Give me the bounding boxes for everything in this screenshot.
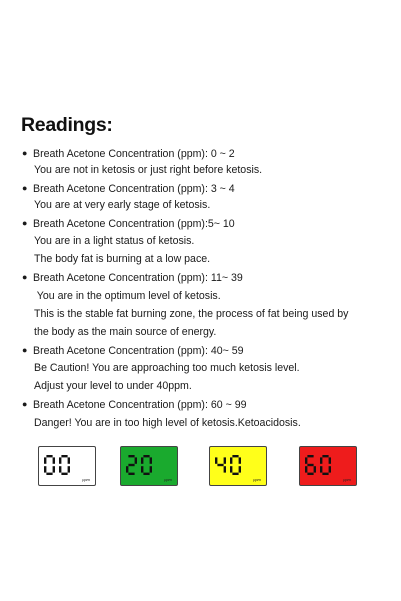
digit-segment: [59, 457, 61, 463]
digit-segment: [320, 466, 322, 472]
bullet-icon: ●: [22, 345, 28, 355]
readings-title: Readings:: [21, 114, 113, 136]
digit-segment: [46, 455, 52, 457]
reading-description: You are at very early stage of ketosis.: [34, 199, 211, 211]
reading-description: The body fat is burning at a low pace.: [34, 253, 211, 265]
digit-segment: [150, 466, 152, 472]
digit-segment: [53, 457, 55, 463]
digit-segment: [141, 466, 143, 472]
reading-description: You are in a light status of ketosis.: [34, 235, 195, 247]
digit-segment: [224, 457, 226, 463]
digit-segment: [128, 455, 134, 457]
reading-description: This is the stable fat burning zone, the process of fat being used by: [34, 308, 349, 320]
digit-segment: [307, 455, 313, 457]
digit-segment: [53, 466, 55, 472]
digit-segment: [61, 473, 67, 475]
digit-segment: [46, 473, 52, 475]
digit-segment: [44, 466, 46, 472]
digit-segment: [150, 457, 152, 463]
reading-description: You are not in ketosis or just right before ketosis.: [34, 164, 263, 176]
unit-label: ppm: [82, 477, 90, 482]
digit-segment: [322, 473, 328, 475]
digit-segment: [320, 457, 322, 463]
unit-label: ppm: [253, 477, 261, 482]
digit-segment: [232, 455, 238, 457]
bullet-icon: ●: [22, 399, 28, 409]
digit-segment: [307, 473, 313, 475]
digit-segment: [322, 455, 328, 457]
digit-segment: [305, 466, 307, 472]
digit-segment: [329, 466, 331, 472]
bullet-icon: ●: [22, 183, 28, 193]
reading-heading-text: Breath Acetone Concentration (ppm): 11~ 39: [33, 272, 243, 284]
reading-description: Danger! You are in too high level of ketosis.Ketoacidosis.: [34, 417, 301, 429]
reading-heading-text: Breath Acetone Concentration (ppm): 60 ~ 99: [33, 399, 247, 411]
digit-segment: [128, 464, 134, 466]
digit-segment: [126, 466, 128, 472]
digit-segment: [61, 455, 67, 457]
reading-heading-text: Breath Acetone Concentration (ppm):5~ 10: [33, 218, 235, 230]
reading-description: You are in the optimum level of ketosis.: [34, 290, 221, 302]
lcd-display-yellow: [209, 446, 267, 486]
digit-segment: [230, 466, 232, 472]
digit-segment: [305, 457, 307, 463]
reading-heading: [22, 217, 235, 231]
unit-label: ppm: [343, 477, 351, 482]
lcd-display-green: [120, 446, 178, 486]
digit-segment: [59, 466, 61, 472]
digit-segment: [329, 457, 331, 463]
bullet-icon: ●: [22, 272, 28, 282]
reading-description: the body as the main source of energy.: [34, 326, 217, 338]
lcd-display-white: [38, 446, 96, 486]
lcd-display-red: [299, 446, 357, 486]
digit-segment: [217, 464, 223, 466]
digit-segment: [307, 464, 313, 466]
digit-segment: [135, 457, 137, 463]
bullet-icon: ●: [22, 218, 28, 228]
digit-segment: [68, 457, 70, 463]
digit-segment: [128, 473, 134, 475]
reading-heading-text: Breath Acetone Concentration (ppm): 40~ 59: [33, 345, 244, 357]
reading-heading-text: Breath Acetone Concentration (ppm): 0 ~ 2: [33, 148, 235, 160]
digit-segment: [143, 455, 149, 457]
digit-segment: [232, 473, 238, 475]
bullet-icon: ●: [22, 148, 28, 158]
digit-segment: [143, 473, 149, 475]
reading-heading-text: Breath Acetone Concentration (ppm): 3 ~ 4: [33, 183, 235, 195]
reading-description: Adjust your level to under 40ppm.: [34, 380, 192, 392]
reading-heading: [22, 344, 244, 358]
unit-label: ppm: [164, 477, 172, 482]
digit-segment: [44, 457, 46, 463]
digit-segment: [224, 466, 226, 472]
reading-heading: [22, 147, 235, 161]
digit-segment: [141, 457, 143, 463]
reading-heading: [22, 398, 246, 412]
reading-heading: [22, 182, 235, 196]
digit-segment: [215, 457, 217, 463]
digit-segment: [68, 466, 70, 472]
digit-segment: [239, 457, 241, 463]
reading-heading: [22, 271, 243, 285]
reading-description: Be Caution! You are approaching too much ketosis level.: [34, 362, 300, 374]
digit-segment: [230, 457, 232, 463]
digit-segment: [314, 466, 316, 472]
digit-segment: [239, 466, 241, 472]
